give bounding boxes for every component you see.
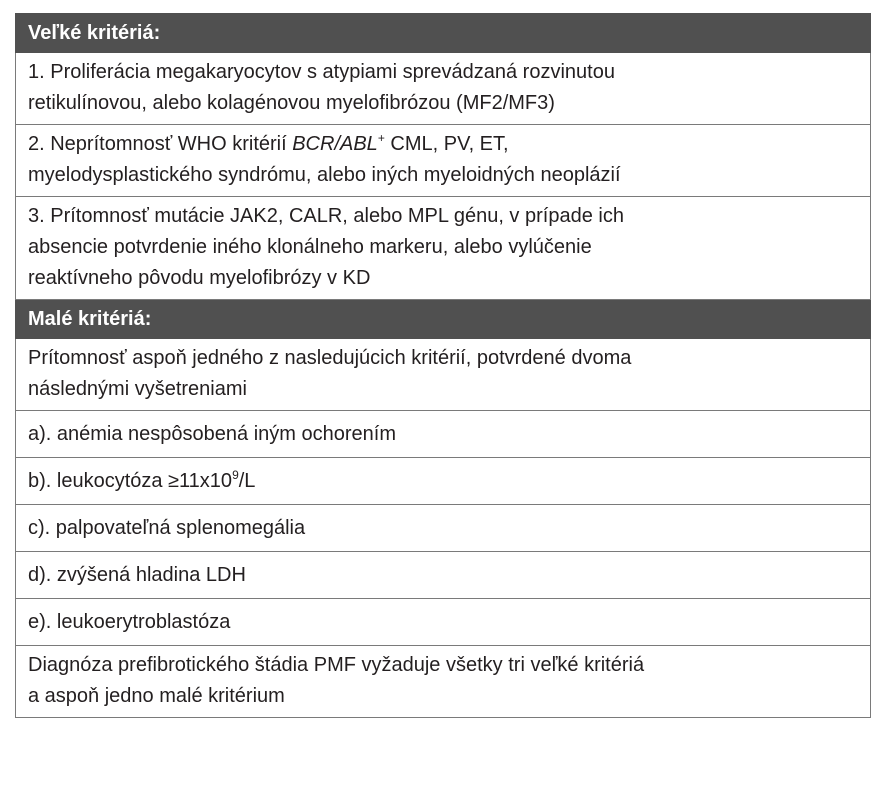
major-criterion-3 <box>16 197 871 300</box>
minor-criterion-row <box>16 458 871 505</box>
diagnosis-conclusion <box>16 646 871 718</box>
major-criteria-heading: Veľké kritériá: <box>16 14 871 53</box>
minor-criterion-row <box>16 505 871 552</box>
text-line: Diagnóza prefibrotického štádia PMF vyžaduje všetky tri veľké kritériá <box>28 654 645 676</box>
text-segment: 2. Neprítomnosť WHO kritérií <box>28 133 293 155</box>
text-line: reaktívneho pôvodu myelofibrózy v KD <box>28 267 371 289</box>
minor-criterion-c: c). palpovateľná splenomegália <box>16 505 871 552</box>
minor-intro-row <box>16 339 871 411</box>
text-line: Prítomnosť aspoň jedného z nasledujúcich kritérií, potvrdené dvoma <box>28 347 632 369</box>
minor-criteria-heading: Malé kritériá: <box>16 300 871 339</box>
minor-criterion-a: a). anémia nespôsobená iným ochorením <box>16 411 871 458</box>
text-line: a aspoň jedno malé kritérium <box>28 685 285 707</box>
superscript: + <box>377 131 385 145</box>
minor-header-row <box>16 300 871 339</box>
text-segment: CML, PV, ET, <box>384 133 509 155</box>
text-line: následnými vyšetreniami <box>28 378 247 400</box>
major-header-row <box>16 14 871 53</box>
text-line: retikulínovou, alebo kolagénovou myelofibrózou (MF2/MF3) <box>28 92 555 114</box>
minor-criterion-e: e). leukoerytroblastóza <box>16 599 871 646</box>
minor-criteria-intro <box>16 339 871 411</box>
conclusion-row <box>16 646 871 718</box>
minor-criterion-row <box>16 411 871 458</box>
superscript: 9 <box>232 467 239 482</box>
criteria-table <box>15 13 871 718</box>
minor-criterion-d: d). zvýšená hladina LDH <box>16 552 871 599</box>
text-segment: b). leukocytóza ≥11x10 <box>28 469 233 492</box>
text-line: absencie potvrdenie iného klonálneho markeru, alebo vylúčenie <box>28 236 592 258</box>
major-criterion-2 <box>16 125 871 197</box>
minor-criterion-row <box>16 552 871 599</box>
major-criterion-row <box>16 125 871 197</box>
text-segment: /L <box>238 469 256 492</box>
major-criterion-row <box>16 197 871 300</box>
text-line: 1. Proliferácia megakaryocytov s atypiami sprevádzaná rozvinutou <box>28 61 615 83</box>
minor-criterion-b <box>16 458 871 505</box>
minor-criterion-row <box>16 599 871 646</box>
major-criterion-1 <box>16 53 871 125</box>
text-line <box>28 129 860 160</box>
criteria-table-container <box>15 13 871 718</box>
gene-name-italic: BCR/ABL <box>292 133 378 155</box>
text-line: 3. Prítomnosť mutácie JAK2, CALR, alebo MPL génu, v prípade ich <box>28 205 624 227</box>
text-line: myelodysplastického syndrómu, alebo iných myeloidných neoplázií <box>28 164 621 186</box>
major-criterion-row <box>16 53 871 125</box>
